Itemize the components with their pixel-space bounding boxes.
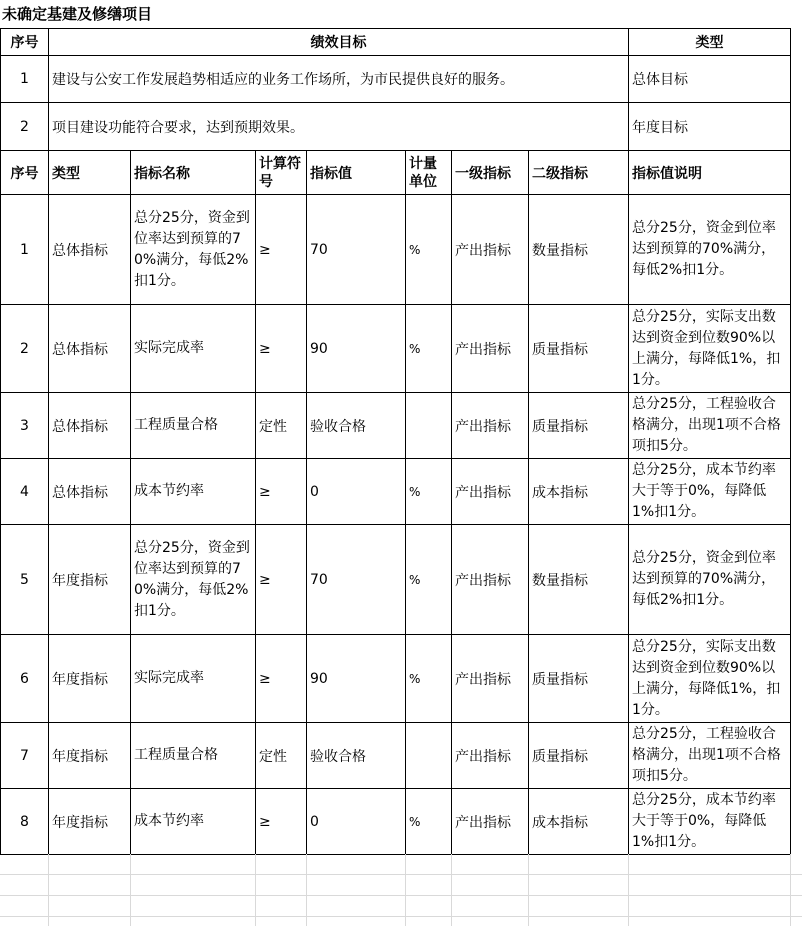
goals-row (1, 56, 791, 103)
goals-goal-cell[interactable]: 建设与公安工作发展趋势相适应的业务工作场所，为市民提供良好的服务。 (49, 56, 629, 103)
ind-type-cell[interactable]: 总体指标 (49, 305, 131, 393)
empty-grid-line (0, 874, 802, 875)
ind-value-cell[interactable]: 70 (307, 195, 406, 305)
ind-desc-cell[interactable]: 总分25分，成本节约率大于等于0%，每降低1%扣1分。 (629, 459, 791, 525)
indicator-row (1, 305, 791, 393)
goals-header-goal[interactable]: 绩效目标 (49, 29, 629, 56)
ind-seq-cell[interactable]: 4 (1, 459, 49, 525)
ind-value-cell[interactable]: 0 (307, 459, 406, 525)
ind-header-value[interactable]: 指标值 (307, 151, 406, 195)
indicators-header-row (1, 151, 791, 195)
ind-level1-cell[interactable]: 产出指标 (452, 195, 529, 305)
goals-type-cell[interactable]: 年度目标 (629, 103, 791, 151)
ind-level1-cell[interactable]: 产出指标 (452, 305, 529, 393)
goals-goal-cell[interactable]: 项目建设功能符合要求，达到预期效果。 (49, 103, 629, 151)
ind-symbol-cell[interactable]: 定性 (256, 393, 307, 459)
ind-level2-cell[interactable]: 成本指标 (529, 789, 629, 855)
goals-seq-cell[interactable]: 2 (1, 103, 49, 151)
ind-symbol-cell[interactable]: ≥ (256, 195, 307, 305)
ind-header-level2[interactable]: 二级指标 (529, 151, 629, 195)
ind-type-cell[interactable]: 年度指标 (49, 635, 131, 723)
empty-grid-line (0, 916, 802, 917)
empty-grid-vline (528, 854, 529, 926)
ind-type-cell[interactable]: 年度指标 (49, 525, 131, 635)
ind-desc-cell[interactable]: 总分25分，工程验收合格满分，出现1项不合格项扣5分。 (629, 723, 791, 789)
ind-unit-cell[interactable]: % (406, 525, 452, 635)
ind-symbol-cell[interactable]: ≥ (256, 525, 307, 635)
ind-level1-cell[interactable]: 产出指标 (452, 723, 529, 789)
goals-header-row (1, 29, 791, 56)
ind-level1-cell[interactable]: 产出指标 (452, 789, 529, 855)
ind-desc-cell[interactable]: 总分25分，成本节约率大于等于0%，每降低1%扣1分。 (629, 789, 791, 855)
ind-seq-cell[interactable]: 8 (1, 789, 49, 855)
ind-name-cell[interactable]: 成本节约率 (131, 789, 256, 855)
ind-level2-cell[interactable]: 质量指标 (529, 723, 629, 789)
goals-seq-cell[interactable]: 1 (1, 56, 49, 103)
ind-level2-cell[interactable]: 成本指标 (529, 459, 629, 525)
indicator-row (1, 195, 791, 305)
ind-symbol-cell[interactable]: ≥ (256, 789, 307, 855)
ind-level2-cell[interactable]: 数量指标 (529, 525, 629, 635)
ind-seq-cell[interactable]: 5 (1, 525, 49, 635)
goals-header-seq[interactable]: 序号 (1, 29, 49, 56)
ind-type-cell[interactable]: 总体指标 (49, 393, 131, 459)
ind-symbol-cell[interactable]: ≥ (256, 459, 307, 525)
goals-header-type[interactable]: 类型 (629, 29, 791, 56)
indicator-row (1, 635, 791, 723)
ind-name-cell[interactable]: 总分25分，资金到位率达到预算的70%满分，每低2%扣1分。 (131, 525, 256, 635)
indicator-row (1, 723, 791, 789)
ind-type-cell[interactable]: 总体指标 (49, 195, 131, 305)
ind-header-level1[interactable]: 一级指标 (452, 151, 529, 195)
ind-value-cell[interactable]: 90 (307, 305, 406, 393)
ind-desc-cell[interactable]: 总分25分，资金到位率达到预算的70%满分，每低2%扣1分。 (629, 525, 791, 635)
ind-desc-cell[interactable]: 总分25分，工程验收合格满分，出现1项不合格项扣5分。 (629, 393, 791, 459)
empty-grid-vline (48, 854, 49, 926)
goals-type-cell[interactable]: 总体目标 (629, 56, 791, 103)
ind-name-cell[interactable]: 工程质量合格 (131, 393, 256, 459)
ind-symbol-cell[interactable]: ≥ (256, 305, 307, 393)
ind-level2-cell[interactable]: 质量指标 (529, 635, 629, 723)
ind-type-cell[interactable]: 总体指标 (49, 459, 131, 525)
indicator-row (1, 525, 791, 635)
ind-header-name[interactable]: 指标名称 (131, 151, 256, 195)
ind-seq-cell[interactable]: 6 (1, 635, 49, 723)
ind-header-type[interactable]: 类型 (49, 151, 131, 195)
ind-header-symbol[interactable]: 计算符号 (256, 151, 307, 195)
ind-name-cell[interactable]: 成本节约率 (131, 459, 256, 525)
ind-header-seq[interactable]: 序号 (1, 151, 49, 195)
indicator-row (1, 789, 791, 855)
ind-desc-cell[interactable]: 总分25分，实际支出数达到资金到位数90%以上满分，每降低1%，扣1分。 (629, 305, 791, 393)
empty-grid-vline (790, 854, 791, 926)
empty-grid-vline (306, 854, 307, 926)
ind-seq-cell[interactable]: 3 (1, 393, 49, 459)
empty-grid-vline (255, 854, 256, 926)
empty-grid-vline (405, 854, 406, 926)
ind-desc-cell[interactable]: 总分25分，实际支出数达到资金到位数90%以上满分，每降低1%，扣1分。 (629, 635, 791, 723)
ind-desc-cell[interactable]: 总分25分，资金到位率达到预算的70%满分，每低2%扣1分。 (629, 195, 791, 305)
ind-value-cell[interactable]: 90 (307, 635, 406, 723)
ind-unit-cell[interactable]: % (406, 195, 452, 305)
ind-symbol-cell[interactable]: 定性 (256, 723, 307, 789)
empty-grid-vline (628, 854, 629, 926)
ind-name-cell[interactable]: 总分25分，资金到位率达到预算的70%满分，每低2%扣1分。 (131, 195, 256, 305)
ind-unit-cell[interactable] (406, 723, 452, 789)
goals-table (0, 28, 791, 151)
ind-name-cell[interactable]: 实际完成率 (131, 635, 256, 723)
ind-unit-cell[interactable] (406, 393, 452, 459)
ind-seq-cell[interactable]: 2 (1, 305, 49, 393)
goals-row (1, 103, 791, 151)
ind-level2-cell[interactable]: 数量指标 (529, 195, 629, 305)
ind-unit-cell[interactable]: % (406, 789, 452, 855)
ind-unit-cell[interactable]: % (406, 459, 452, 525)
ind-type-cell[interactable]: 年度指标 (49, 789, 131, 855)
ind-level1-cell[interactable]: 产出指标 (452, 393, 529, 459)
ind-value-cell[interactable]: 验收合格 (307, 723, 406, 789)
ind-unit-cell[interactable]: % (406, 635, 452, 723)
ind-level2-cell[interactable]: 质量指标 (529, 393, 629, 459)
indicator-row (1, 459, 791, 525)
ind-seq-cell[interactable]: 7 (1, 723, 49, 789)
indicators-table (0, 150, 791, 855)
ind-name-cell[interactable]: 实际完成率 (131, 305, 256, 393)
ind-level2-cell[interactable]: 质量指标 (529, 305, 629, 393)
ind-name-cell[interactable]: 工程质量合格 (131, 723, 256, 789)
indicator-row (1, 393, 791, 459)
ind-value-cell[interactable]: 70 (307, 525, 406, 635)
empty-grid-vline (130, 854, 131, 926)
ind-header-desc[interactable]: 指标值说明 (629, 151, 791, 195)
ind-level1-cell[interactable]: 产出指标 (452, 459, 529, 525)
ind-unit-cell[interactable]: % (406, 305, 452, 393)
empty-grid-line (0, 895, 802, 896)
ind-value-cell[interactable]: 0 (307, 789, 406, 855)
ind-seq-cell[interactable]: 1 (1, 195, 49, 305)
empty-grid-vline (451, 854, 452, 926)
sheet-title[interactable]: 未确定基建及修缮项目 (2, 5, 153, 23)
ind-header-unit[interactable]: 计量单位 (406, 151, 452, 195)
ind-type-cell[interactable]: 年度指标 (49, 723, 131, 789)
ind-symbol-cell[interactable]: ≥ (256, 635, 307, 723)
ind-level1-cell[interactable]: 产出指标 (452, 525, 529, 635)
ind-value-cell[interactable]: 验收合格 (307, 393, 406, 459)
ind-level1-cell[interactable]: 产出指标 (452, 635, 529, 723)
